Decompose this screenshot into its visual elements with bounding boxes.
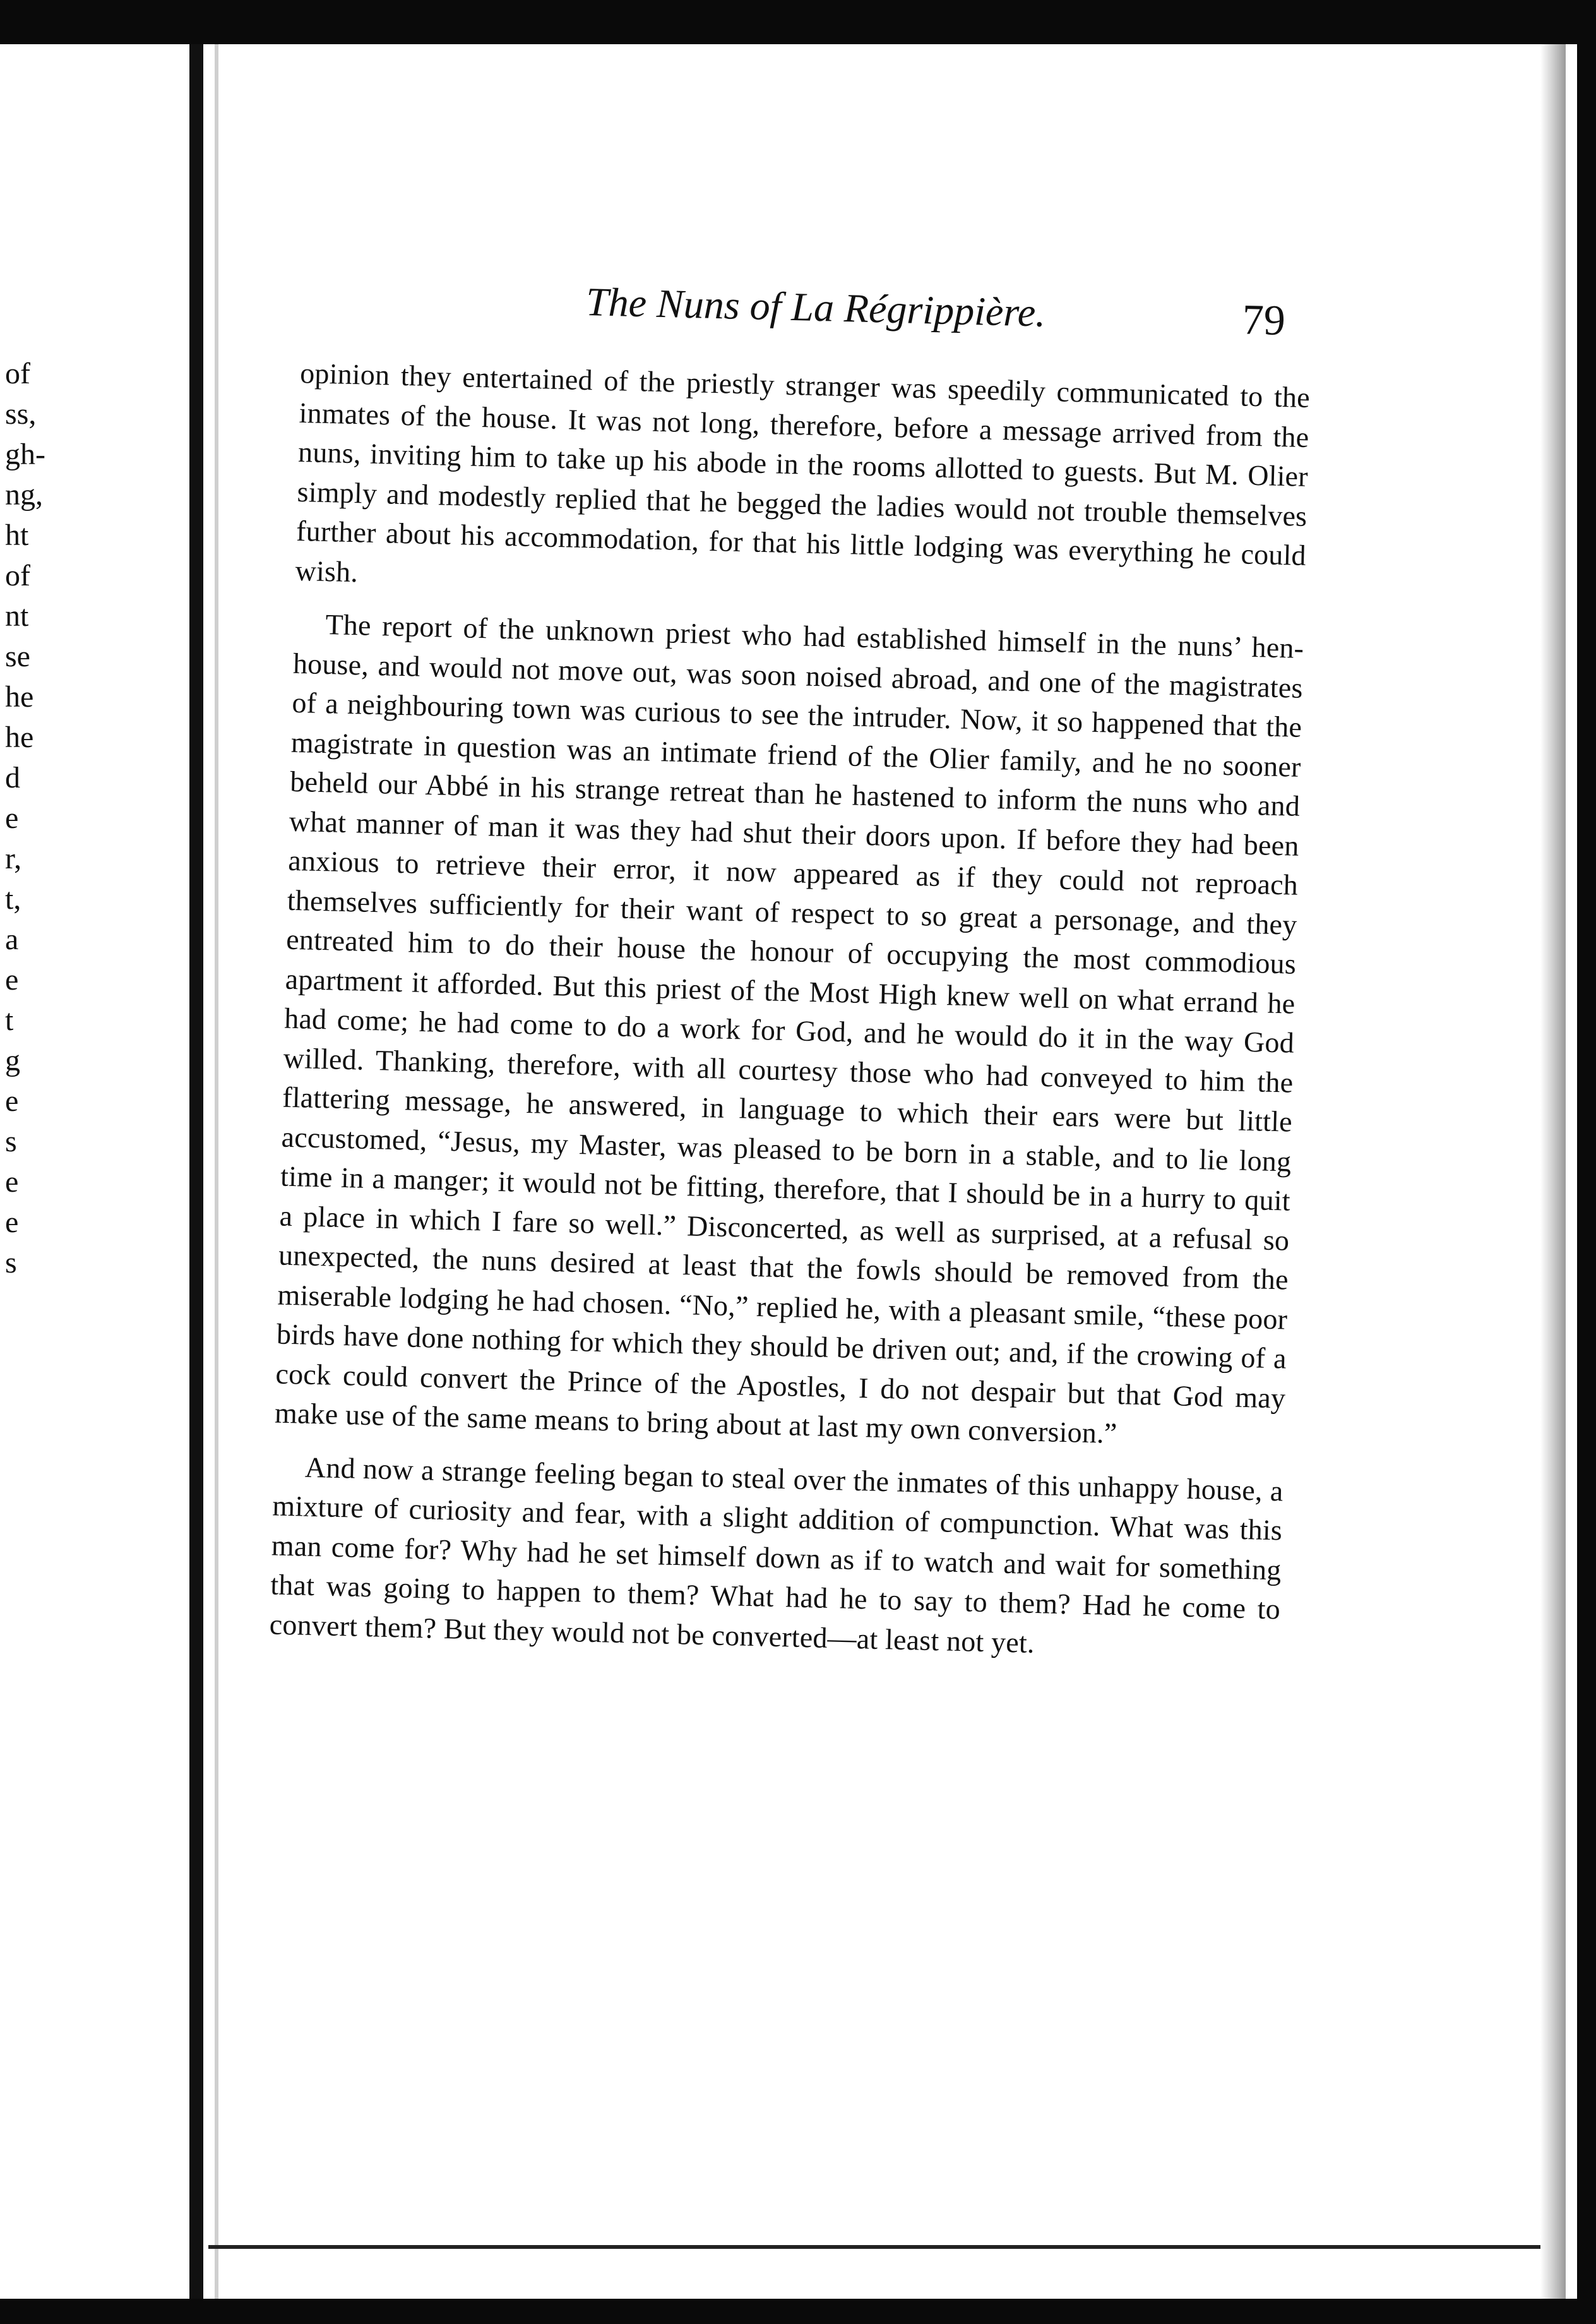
page-left-edge [215, 44, 218, 2299]
facing-page-word: se [5, 640, 30, 673]
facing-page-word: ng, [5, 478, 43, 512]
facing-page-word: t, [5, 882, 21, 916]
paragraph: And now a strange feeling began to steal over the inmates of this unhappy house, a mixture of curiosity and fear, with a slight addition of compunction. What was this man come for? Why had he set himself down as if to watch and wait for something that was going to happen to them? What had he to say to them? Had he come to convert them? But they would not be converted—at least not yet. [269, 1451, 1284, 1659]
facing-page-word: e [5, 1206, 19, 1239]
scan-border-bottom [0, 2299, 1596, 2324]
facing-page-word: g [5, 1044, 20, 1077]
book-gutter [189, 44, 203, 2299]
page-body [269, 354, 1310, 1668]
paragraph: opinion they entertained of the priestly stranger was speedily communicated to the inmates of the house. It was not long, therefore, before a message arrived from the nuns, inviting him to take up his abode in the rooms allotted to guests. But M. Olier simply and modestly replied that he begged the ladies would not trouble themselves further about his accommodation, for that his little lodging was everything he could wish. [295, 356, 1311, 588]
facing-page-word: e [5, 1165, 19, 1199]
facing-page-word: of [5, 357, 30, 390]
facing-page-word: ss, [5, 397, 37, 431]
facing-page-word: he [5, 721, 34, 754]
facing-page-word: s [5, 1246, 17, 1279]
facing-page-word: gh- [5, 438, 45, 471]
facing-page-word: of [5, 559, 30, 592]
facing-page-word: ht [5, 518, 29, 552]
facing-page-word: e [5, 963, 19, 997]
page-bottom-edge [208, 2245, 1540, 2249]
scan-border-right [1577, 0, 1596, 2324]
facing-page-word: nt [5, 599, 29, 633]
paragraph: The report of the unknown priest who had established himself in the nuns’ hen-house, and would not move out, was soon noised abroad, and one of the magistrates of a neighbouring town was curious to see the intruder. Now, it so happened that the magistrate in question was an intimate friend of the Olier family, and he no sooner beheld our Abbé in his strange retreat than he hastened to inform the nuns who and what manner of man it was they had shut their doors upon. If before they had been anxious to retrieve their error, it now appeared as if they could not reproach themselves sufficiently for their want of respect to so great a personage, and they entreated him to do their house the honour of occupying the most commodious apartment it afforded. But this priest of the Most High knew well on what errand he had come; he had come to do a work for God, and he would do it in the way God willed. Thanking, therefore, with all courtesy those who had conveyed to him the flattering message, he answered, in language to which their ears were but little accustomed, “Jesus, my Master, was pleased to be born in a stable, and to lie long time in a manger; it would not be fitting, therefore, that I should be in a hurry to quit a place in which I fare so well.” Disconcerted, as well as surprised, at a refusal so unexpected, the nuns desired at least that the fowls should be removed from the miserable lodging he had chosen. “No,” replied he, with a pleasant smile, “these poor birds have done nothing for which they should be driven out; and, if the crowing of a cock could convert the Prince of the Apostles, I do not despair but that God may make use of the same means to bring about at last my own conversion.” [274, 608, 1304, 1450]
facing-page-word: r, [5, 842, 22, 875]
facing-page-fragment [0, 44, 189, 2299]
book-page [269, 253, 1313, 1668]
facing-page-word: a [5, 923, 19, 956]
page-number: 79 [1241, 295, 1286, 345]
running-title: The Nuns of La Régrippière. [585, 279, 1047, 335]
facing-page-word: e [5, 801, 19, 835]
scan-border-top [0, 0, 1596, 44]
page-right-edge [1540, 44, 1566, 2299]
facing-page-word: d [5, 761, 20, 794]
facing-page-word: e [5, 1084, 19, 1118]
facing-page-word: t [5, 1003, 14, 1037]
facing-page-word: he [5, 680, 34, 714]
facing-page-word: s [5, 1125, 17, 1158]
